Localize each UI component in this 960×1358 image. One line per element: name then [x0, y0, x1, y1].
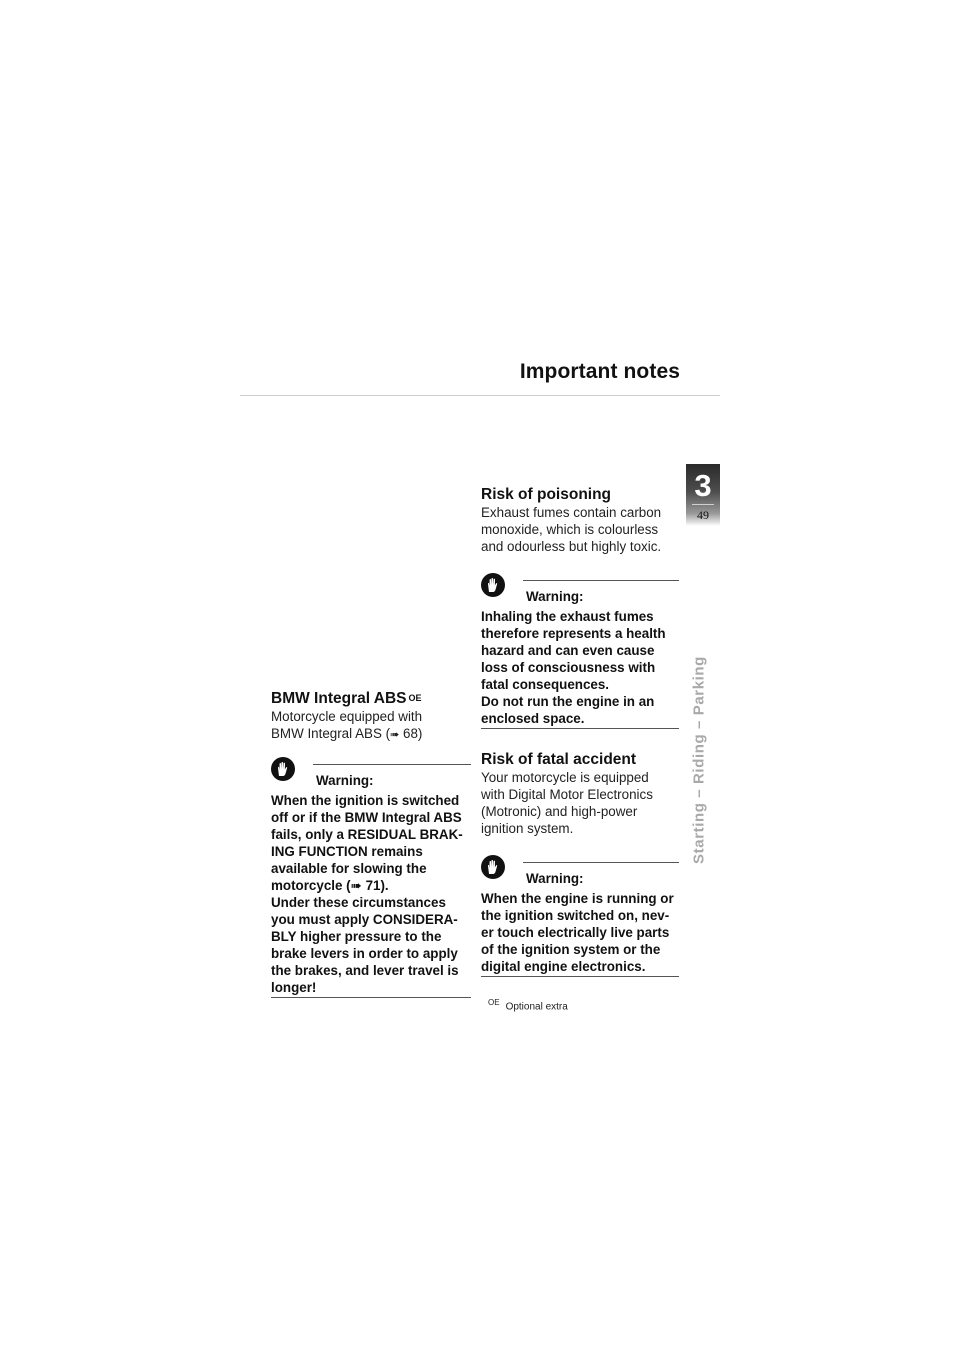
poisoning-body: Exhaust fumes contain carbon monoxide, which is colourless and odourless but highly toxic.	[481, 505, 662, 554]
abs-body: Motorcycle equipped with BMW Integral ABS (➠ 68)	[271, 709, 423, 741]
warning-rule	[271, 997, 471, 998]
footnote-text: Optional extra	[505, 1001, 568, 1013]
abs-warning	[271, 764, 471, 998]
warning-text: When the ignition is switched off or if the BMW Integral ABS fails, only a RESIDUAL BRAK- ING FUNCTION remains available for slowing the motorcycle (➠ 71). Under these circumstances you must apply CONSIDERA- BLY higher pressure to the brake levers in order to apply the brakes, and lever travel is longer!	[271, 793, 463, 995]
poisoning-heading: Risk of poisoning	[481, 486, 612, 503]
accident-warning	[481, 862, 679, 977]
warning-rule	[481, 976, 679, 977]
warning-label: Warning:	[316, 773, 374, 788]
poisoning-warning	[481, 580, 679, 729]
warning-text: Inhaling the exhaust fumes therefore represents a health hazard and can even cause loss of consciousness with fatal consequences. Do not run the engine in an enclosed space.	[481, 609, 666, 726]
abs-heading: BMW Integral ABS $^{OE}$	[271, 690, 422, 707]
warning-rule	[523, 862, 679, 863]
chapter-side-label: Starting – Riding – Parking	[690, 656, 708, 864]
warning-rule	[523, 580, 679, 581]
warning-text: When the engine is running or the ignition switched on, nev- er touch electrically live parts of the ignition system or the digital engine electronics.	[481, 891, 674, 974]
page-ref-arrow-icon: ➠	[390, 729, 400, 741]
warning-hand-icon	[481, 573, 505, 597]
page-title: Important notes	[519, 360, 680, 383]
optional-extra-mark: OE	[408, 693, 422, 703]
chapter-tab	[686, 464, 720, 526]
accident-section	[481, 751, 679, 837]
page-number: 49	[697, 508, 709, 522]
warning-label: Warning:	[526, 589, 584, 604]
accident-heading: Risk of fatal accident	[481, 751, 637, 768]
chapter-divider	[692, 504, 714, 505]
chapter-number: 3	[694, 468, 712, 503]
warning-rule	[481, 728, 679, 729]
title-divider	[240, 395, 720, 396]
warning-rule	[313, 764, 471, 765]
footnote	[488, 998, 679, 1012]
warning-hand-icon	[271, 757, 295, 781]
right-column	[481, 486, 679, 1012]
warning-label: Warning:	[526, 871, 584, 886]
left-column	[271, 690, 471, 998]
accident-body: Your motorcycle is equipped with Digital Motor Electronics (Motronic) and high-power ignition system.	[481, 770, 653, 836]
footnote-mark: OE	[488, 998, 500, 1007]
warning-hand-icon	[481, 855, 505, 879]
